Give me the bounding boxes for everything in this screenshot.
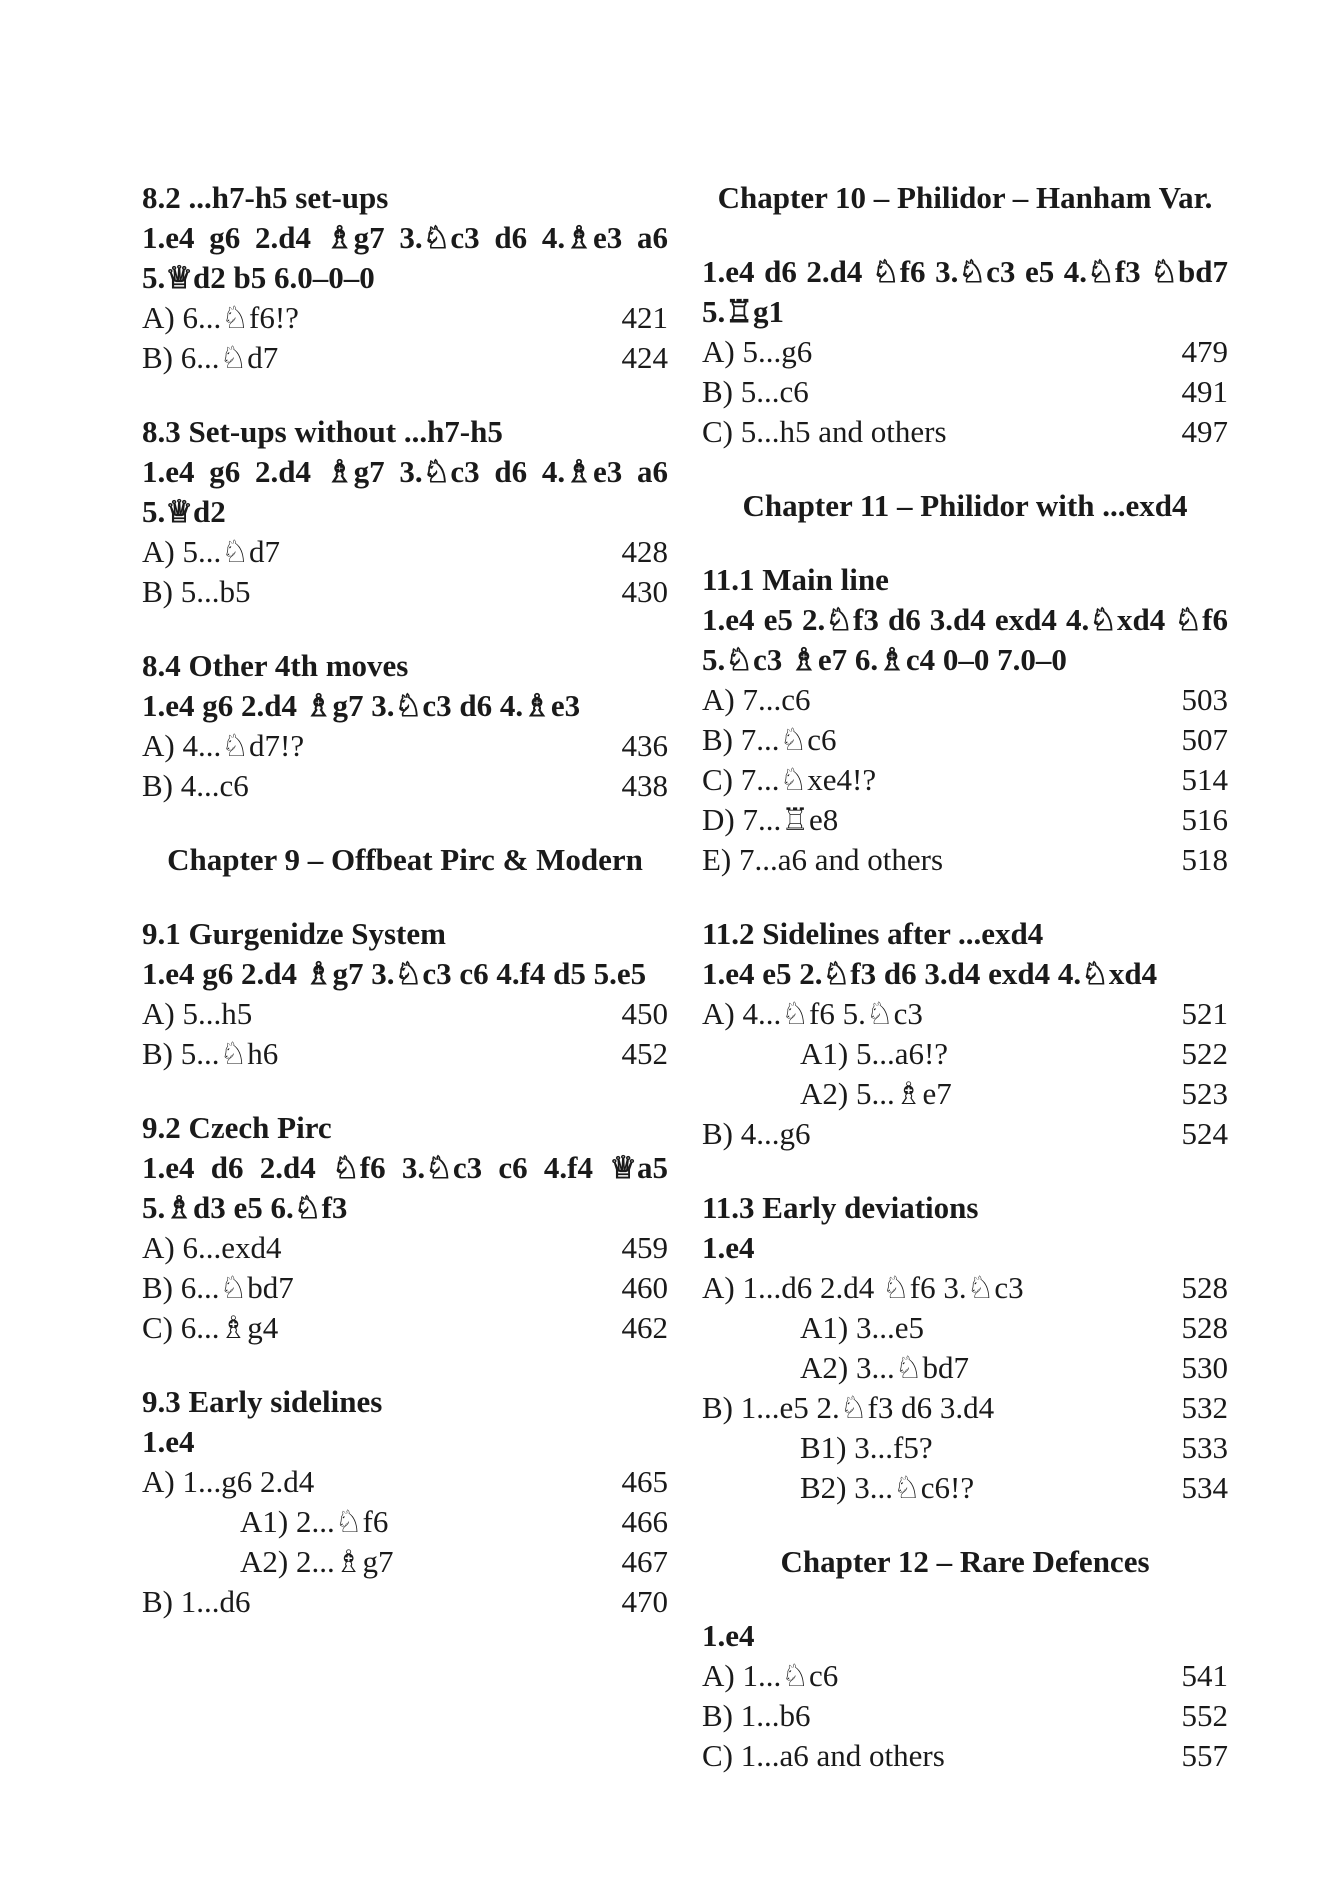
toc-entry: [702, 994, 1228, 1034]
toc-entry: [142, 994, 668, 1034]
entry-label: B) 5...c6: [702, 374, 809, 409]
toc-entry: [702, 840, 1228, 880]
page-number: 424: [621, 340, 668, 375]
entry-label: A) 1...♘c6: [702, 1658, 839, 1693]
page-number: 532: [1181, 1390, 1228, 1425]
page-number: 460: [621, 1270, 668, 1305]
chapter-heading: Chapter 11 – Philidor with ...exd4: [742, 488, 1188, 523]
main-line-moves: 1.e4 d6 2.d4 ♘f6 3.♘c3 c6 4.f4 ♕a5 5.♗d3 e5 6.♘f3: [142, 1150, 668, 1225]
page-number: 421: [621, 300, 668, 335]
page-number: 522: [1181, 1036, 1228, 1071]
toc-entry: [142, 532, 668, 572]
toc-section: [142, 412, 668, 612]
entry-label: C) 5...h5 and others: [702, 414, 947, 449]
page-number: 465: [621, 1464, 668, 1499]
main-line-moves: 1.e4 d6 2.d4 ♘f6 3.♘c3 e5 4.♘f3 ♘bd7 5.♖g1: [702, 254, 1228, 329]
entry-label: B) 4...g6: [702, 1116, 811, 1151]
page-number: 430: [621, 574, 668, 609]
toc-subentry: [702, 1308, 1228, 1348]
page-number: 552: [1181, 1698, 1228, 1733]
page-number: 479: [1181, 334, 1228, 369]
entry-label: A1) 2...♘f6: [240, 1504, 389, 1539]
toc-entry: [702, 760, 1228, 800]
section-title: 11.1 Main line: [702, 562, 889, 597]
toc-entry: [142, 1268, 668, 1308]
main-line-moves: 1.e4 g6 2.d4 ♗g7 3.♘c3 c6 4.f4 d5 5.e5: [142, 956, 647, 991]
entry-label: A) 1...g6 2.d4: [142, 1464, 315, 1499]
toc-entry: [702, 1268, 1228, 1308]
left-column: [142, 178, 668, 1656]
toc-subentry: [142, 1542, 668, 1582]
toc-subentry: [702, 1074, 1228, 1114]
toc-entry: [142, 726, 668, 766]
page-number: 466: [621, 1504, 668, 1539]
page-number: 497: [1181, 414, 1228, 449]
page-number: 459: [621, 1230, 668, 1265]
toc-entry: [702, 332, 1228, 372]
toc-section: [702, 560, 1228, 880]
page-number: 518: [1181, 842, 1228, 877]
toc-subentry: [702, 1034, 1228, 1074]
entry-label: A) 5...h5: [142, 996, 253, 1031]
page-number: 557: [1181, 1738, 1228, 1773]
toc-entry: [702, 1388, 1228, 1428]
entry-label: C) 7...♘xe4!?: [702, 762, 877, 797]
entry-label: B) 5...b5: [142, 574, 251, 609]
main-line-moves: 1.e4 g6 2.d4 ♗g7 3.♘c3 d6 4.♗e3 a6 5.♕d2 b5 6.0–0–0: [142, 220, 668, 295]
entry-label: B) 7...♘c6: [702, 722, 837, 757]
toc-entry: [702, 1696, 1228, 1736]
entry-label: A) 5...g6: [702, 334, 813, 369]
toc-entry: [142, 1228, 668, 1268]
page-number: 452: [621, 1036, 668, 1071]
toc-entry: [702, 1114, 1228, 1154]
entry-label: B) 1...d6: [142, 1584, 251, 1619]
page-number: 524: [1181, 1116, 1228, 1151]
page-number: 436: [621, 728, 668, 763]
page-number: 428: [621, 534, 668, 569]
page-number: 528: [1181, 1270, 1228, 1305]
page-number: 491: [1181, 374, 1228, 409]
toc-entry: [702, 412, 1228, 452]
toc-entry: [702, 372, 1228, 412]
entry-label: A) 1...d6 2.d4 ♘f6 3.♘c3: [702, 1270, 1024, 1305]
page-number: 533: [1181, 1430, 1228, 1465]
toc-section: [142, 914, 668, 1074]
toc-entry: [142, 1462, 668, 1502]
section-title: 8.2 ...h7-h5 set-ups: [142, 180, 389, 215]
entry-label: B) 5...♘h6: [142, 1036, 279, 1071]
toc-subentry: [702, 1468, 1228, 1508]
page-number: 521: [1181, 996, 1228, 1031]
toc-section: [702, 252, 1228, 452]
entry-label: B2) 3...♘c6!?: [800, 1470, 975, 1505]
main-line-moves: 1.e4 e5 2.♘f3 d6 3.d4 exd4 4.♘xd4: [702, 956, 1158, 991]
page-number: 507: [1181, 722, 1228, 757]
page-number: 541: [1181, 1658, 1228, 1693]
chapter-heading: Chapter 9 – Offbeat Pirc & Modern: [167, 842, 643, 877]
main-line-moves: 1.e4: [702, 1618, 755, 1653]
toc-subentry: [702, 1348, 1228, 1388]
toc-subentry: [142, 1502, 668, 1542]
entry-label: C) 1...a6 and others: [702, 1738, 945, 1773]
toc-section: [702, 1188, 1228, 1508]
entry-label: A) 4...♘f6 5.♘c3: [702, 996, 923, 1031]
entry-label: A) 4...♘d7!?: [142, 728, 305, 763]
entry-label: A1) 5...a6!?: [800, 1036, 949, 1071]
toc-entry: [142, 1034, 668, 1074]
toc-entry: [142, 1308, 668, 1348]
toc-section: [142, 1382, 668, 1622]
section-title: 8.3 Set-ups without ...h7-h5: [142, 414, 503, 449]
section-title: 11.2 Sidelines after ...exd4: [702, 916, 1044, 951]
page-number: 470: [621, 1584, 668, 1619]
toc-entry: [702, 1656, 1228, 1696]
section-title: 9.2 Czech Pirc: [142, 1110, 332, 1145]
section-title: 9.3 Early sidelines: [142, 1384, 383, 1419]
entry-label: A) 7...c6: [702, 682, 811, 717]
toc-section: [142, 646, 668, 806]
toc-entry: [702, 1736, 1228, 1776]
toc-entry: [142, 766, 668, 806]
toc-section: [702, 914, 1228, 1154]
toc-entry: [142, 298, 668, 338]
section-title: 9.1 Gurgenidze System: [142, 916, 446, 951]
toc-entry: [702, 720, 1228, 760]
page-number: 523: [1181, 1076, 1228, 1111]
entry-label: A1) 3...e5: [800, 1310, 924, 1345]
entry-label: A) 6...exd4: [142, 1230, 282, 1265]
entry-label: B) 1...e5 2.♘f3 d6 3.d4: [702, 1390, 995, 1425]
toc-entry: [142, 1582, 668, 1622]
main-line-moves: 1.e4 g6 2.d4 ♗g7 3.♘c3 d6 4.♗e3 a6 5.♕d2: [142, 454, 668, 529]
toc-entry: [142, 572, 668, 612]
toc-section: [142, 1108, 668, 1348]
entry-label: A2) 3...♘bd7: [800, 1350, 970, 1385]
page-number: 516: [1181, 802, 1228, 837]
right-column: [702, 178, 1228, 1810]
toc-section: [702, 1616, 1228, 1776]
page-number: 503: [1181, 682, 1228, 717]
page-number: 534: [1181, 1470, 1228, 1505]
page-number: 450: [621, 996, 668, 1031]
toc-section: [142, 178, 668, 378]
main-line-moves: 1.e4: [702, 1230, 755, 1265]
toc-entry: [702, 800, 1228, 840]
toc-subentry: [702, 1428, 1228, 1468]
page-number: 467: [621, 1544, 668, 1579]
page-number: 514: [1181, 762, 1228, 797]
entry-label: A) 6...♘f6!?: [142, 300, 299, 335]
main-line-moves: 1.e4 g6 2.d4 ♗g7 3.♘c3 d6 4.♗e3: [142, 688, 581, 723]
entry-label: D) 7...♖e8: [702, 802, 839, 837]
entry-label: A2) 5...♗e7: [800, 1076, 952, 1111]
chapter-heading: Chapter 12 – Rare Defences: [780, 1544, 1150, 1579]
toc-entry: [142, 338, 668, 378]
section-title: 11.3 Early deviations: [702, 1190, 979, 1225]
entry-label: B) 6...♘bd7: [142, 1270, 294, 1305]
entry-label: B1) 3...f5?: [800, 1430, 933, 1465]
page-number: 528: [1181, 1310, 1228, 1345]
entry-label: B) 6...♘d7: [142, 340, 279, 375]
entry-label: A) 5...♘d7: [142, 534, 281, 569]
page-number: 462: [621, 1310, 668, 1345]
chapter-heading: Chapter 10 – Philidor – Hanham Var.: [717, 180, 1213, 215]
entry-label: B) 4...c6: [142, 768, 249, 803]
entry-label: E) 7...a6 and others: [702, 842, 944, 877]
section-title: 8.4 Other 4th moves: [142, 648, 409, 683]
page-number: 438: [621, 768, 668, 803]
entry-label: C) 6...♗g4: [142, 1310, 279, 1345]
main-line-moves: 1.e4: [142, 1424, 195, 1459]
toc-entry: [702, 680, 1228, 720]
entry-label: B) 1...b6: [702, 1698, 811, 1733]
main-line-moves: 1.e4 e5 2.♘f3 d6 3.d4 exd4 4.♘xd4 ♘f6 5.♘c3 ♗e7 6.♗c4 0–0 7.0–0: [702, 602, 1228, 677]
page-number: 530: [1181, 1350, 1228, 1385]
entry-label: A2) 2...♗g7: [240, 1544, 394, 1579]
